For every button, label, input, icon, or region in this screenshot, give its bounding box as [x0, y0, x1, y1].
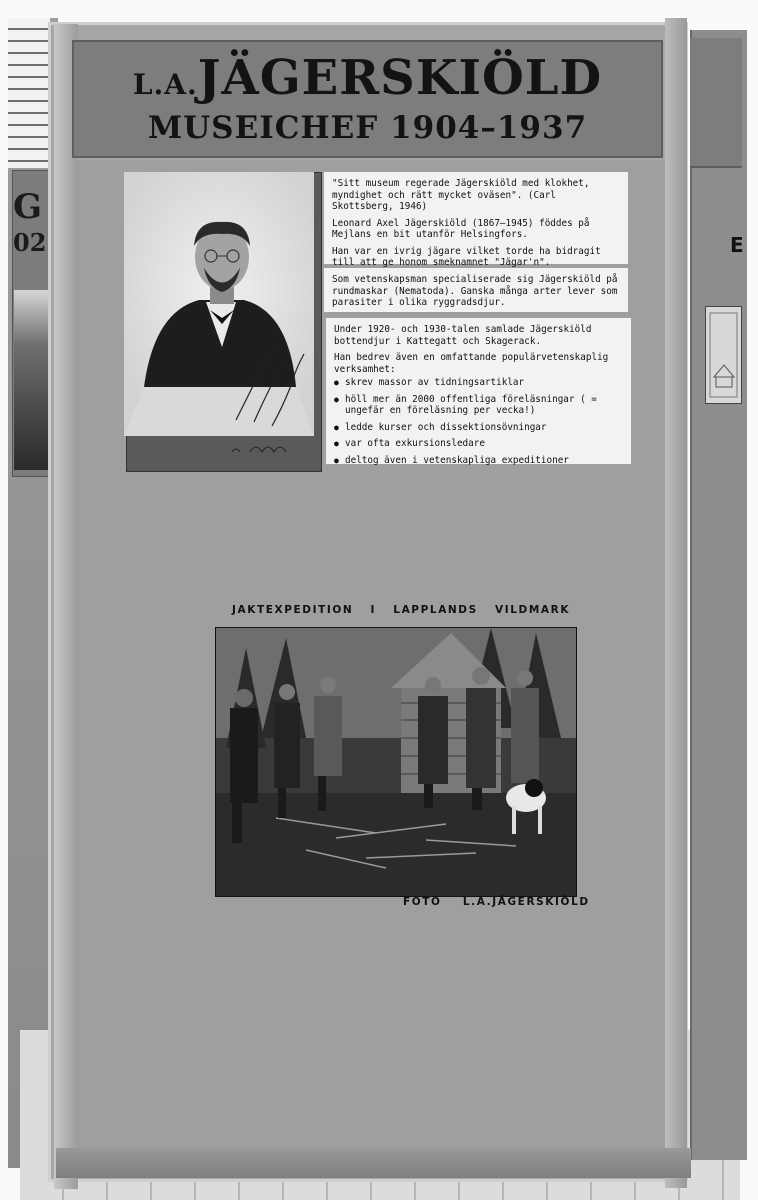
- neighbor-panel-digits: 02: [13, 228, 47, 257]
- board-post-right: [665, 18, 687, 1188]
- bio-text: Leonard Axel Jägerskiöld (1867–1945) föddes på Mejlans en bit utanför Helsingfors.: [332, 217, 590, 240]
- activity-list: [334, 377, 623, 466]
- neighbor-panel-right-image: [705, 306, 742, 404]
- neighbor-panel-right-letter: E: [730, 233, 744, 257]
- list-item: ● skrev massor av tidningsartiklar: [334, 377, 623, 389]
- header-subtitle: MUSEICHEF 1904–1937: [147, 110, 588, 146]
- neighbor-panel-right: [690, 30, 747, 1160]
- portrait-photo: [124, 172, 314, 436]
- expedition-photo: [215, 627, 577, 897]
- photographer-stamp: [150, 438, 300, 460]
- quote-text: "Sitt museum regerade Jägerskiöld med klokhet, myndighet och rätt mycket oväsen". (Carl Skottsberg, 1946): [332, 178, 590, 212]
- board-post-left: [54, 24, 78, 1189]
- list-item: ● deltog även i vetenskapliga expeditioner: [334, 455, 623, 467]
- intro-text-card: [324, 172, 628, 268]
- list-item: ● ledde kurser och dissektionsövningar: [334, 422, 623, 434]
- activity-text-card: [326, 318, 631, 464]
- header-name: JÄGERSKIÖLD: [197, 50, 603, 106]
- collection-text: Under 1920- och 1930-talen samlade Jägerskiöld bottendjur i Kattegatt och Skagerack.: [334, 324, 592, 347]
- header-title: [74, 50, 661, 106]
- photo-credit: FOTO L.A.JÄGERSKIÖLD: [403, 896, 590, 908]
- neighbor-panel-photo: [14, 290, 52, 470]
- board-header: [72, 40, 663, 158]
- list-item: ● var ofta exkursionsledare: [334, 438, 623, 450]
- board-bottom-rail: [56, 1148, 691, 1178]
- hunter-text: Han var en ivrig jägare vilket torde ha bidragit till att ge honom smeknamnet "Jägar'n".: [332, 245, 601, 268]
- window-blinds: [8, 18, 50, 168]
- header-initials: L.A.: [132, 68, 198, 101]
- science-text-card: [324, 268, 628, 312]
- activity-lead-text: Han bedrev även en omfattande populärvetenskaplig verksamhet:: [334, 352, 609, 375]
- photo-caption-title: JAKTEXPEDITION I LAPPLANDS VILDMARK: [232, 604, 571, 616]
- neighbor-panel-right-header: [690, 38, 742, 168]
- neighbor-panel-letters: G: [13, 187, 43, 227]
- science-text: Som vetenskapsman specialiserade sig Jägerskiöld på rundmaskar (Nematoda). Ganska många arter lever som parasiter i olika ryggradsdjur.: [332, 274, 618, 308]
- list-item: ● höll mer än 2000 offentliga föreläsningar ( = ungefär en föreläsning per vecka!): [334, 394, 623, 417]
